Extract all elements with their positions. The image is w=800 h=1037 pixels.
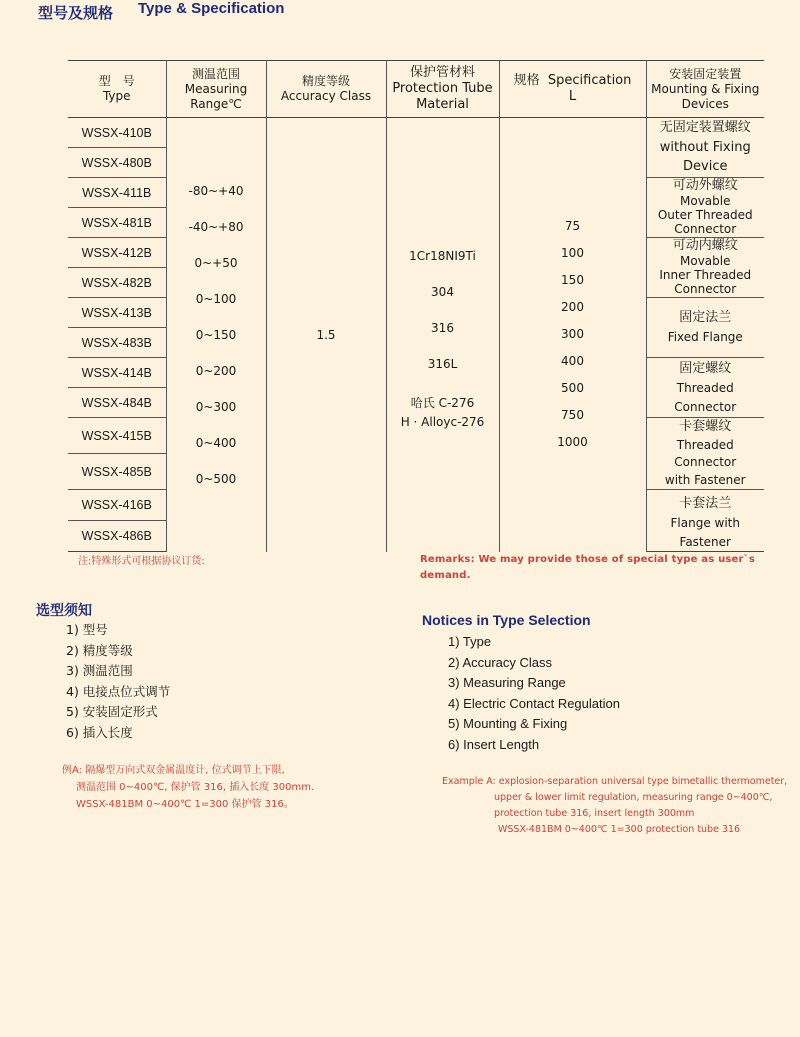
model-cell: WSSX-482B [68, 268, 166, 298]
list-item: 1) 型号 [66, 622, 108, 637]
model-cell: WSSX-480B [68, 148, 166, 178]
list-item: 2) Accuracy Class [448, 654, 553, 670]
model-cell: WSSX-483B [68, 328, 166, 358]
material-column [386, 118, 499, 552]
list-item: 1) Type [448, 634, 492, 649]
mounting-cell: 固定法兰 Fixed Flange [646, 298, 764, 358]
range-column [166, 118, 266, 552]
header-accuracy: 精度等级 Accuracy Class [266, 61, 386, 118]
remark-en: Remarks: We may provide those of special type as user`s demand. [420, 554, 756, 581]
spec-table [68, 60, 764, 552]
model-cell: WSSX-411B [68, 178, 166, 208]
mounting-cell: 卡套螺纹 Threaded Connector with Fastener [646, 418, 764, 490]
page-title-cn: 型号及规格 [38, 4, 114, 22]
list-item: 4) 电接点位式调节 [66, 683, 171, 699]
model-cell: WSSX-486B [68, 521, 166, 552]
model-cell: WSSX-415B [68, 418, 166, 454]
model-cell: WSSX-410B [68, 118, 166, 148]
length-list: 75 100 150 200 300 400 500 750 1000 [557, 219, 588, 450]
selection-title-cn: 选型须知 [36, 603, 92, 619]
remark-cn: 注:特殊形式可根据协议订货: [78, 556, 205, 567]
list-item: 5) Mounting & Fixing [448, 716, 568, 731]
list-item: 4) Electric Contact Regulation [448, 695, 620, 711]
material-list: 1Cr18NI9Ti 304 316 316L 哈氏 C-276 H · Alloyc-276 [400, 248, 485, 429]
page-title-en: Type & Specification [138, 0, 285, 17]
model-cell: WSSX-484B [68, 388, 166, 418]
header-type: 型 号 Type [68, 61, 166, 118]
header-mounting: 安装固定装置 Mounting & Fixing Devices [646, 61, 764, 118]
model-cell: WSSX-485B [68, 454, 166, 490]
example-en: Example A: explosion-separation universal type bimetallic thermometer, upper & lower limit regulation, measuring range 0~400℃, protection tube 316, insert length 300mm WSSX-481BM 0~400℃ 1=300 protection tube 316 [442, 776, 788, 835]
length-column [499, 118, 646, 552]
model-cell: WSSX-416B [68, 490, 166, 521]
example-cn: 例A: 隔爆型万向式双金属温度计, 位式调节上下限, 测温范围 0~400℃, 保护管 316, 插入长度 300mm. WSSX-481BM 0~400℃ 1=300 保护管 316。 [62, 765, 315, 810]
mounting-cell: 可动内螺纹 Movable Inner Threaded Connector [646, 238, 764, 298]
model-cell: WSSX-413B [68, 298, 166, 328]
list-item: 6) 插入长度 [66, 724, 133, 740]
mounting-cell: 固定螺纹 Threaded Connector [646, 358, 764, 418]
range-list: -80~+40 -40~+80 0~+50 0~100 0~150 0~200 0~300 0~400 0~500 [188, 183, 244, 486]
list-item: 6) Insert Length [448, 736, 540, 752]
mounting-cell: 卡套法兰 Flange with Fastener [646, 490, 764, 552]
table-header-row [68, 61, 764, 118]
header-range: 测温范围 Measuring Range℃ [166, 61, 266, 118]
list-item: 2) 精度等级 [66, 642, 133, 658]
mounting-cell: 无固定装置螺纹 without Fixing Device [646, 118, 764, 178]
model-cell: WSSX-412B [68, 238, 166, 268]
list-item: 3) Measuring Range [448, 675, 566, 690]
list-item: 5) 安装固定形式 [66, 704, 158, 719]
list-item: 3) 测温范围 [66, 663, 133, 678]
header-spec: 规格 Specification L [499, 61, 646, 118]
selection-title-en: Notices in Type Selection [422, 612, 591, 628]
mounting-cell: 可动外螺纹 Movable Outer Threaded Connector [646, 178, 764, 238]
selection-list-cn [66, 620, 170, 743]
model-cell: WSSX-481B [68, 208, 166, 238]
accuracy-cell: 1.5 [266, 118, 386, 552]
header-material: 保护管材料 Protection Tube Material [386, 61, 499, 118]
selection-list-en [448, 632, 620, 755]
model-cell: WSSX-414B [68, 358, 166, 388]
